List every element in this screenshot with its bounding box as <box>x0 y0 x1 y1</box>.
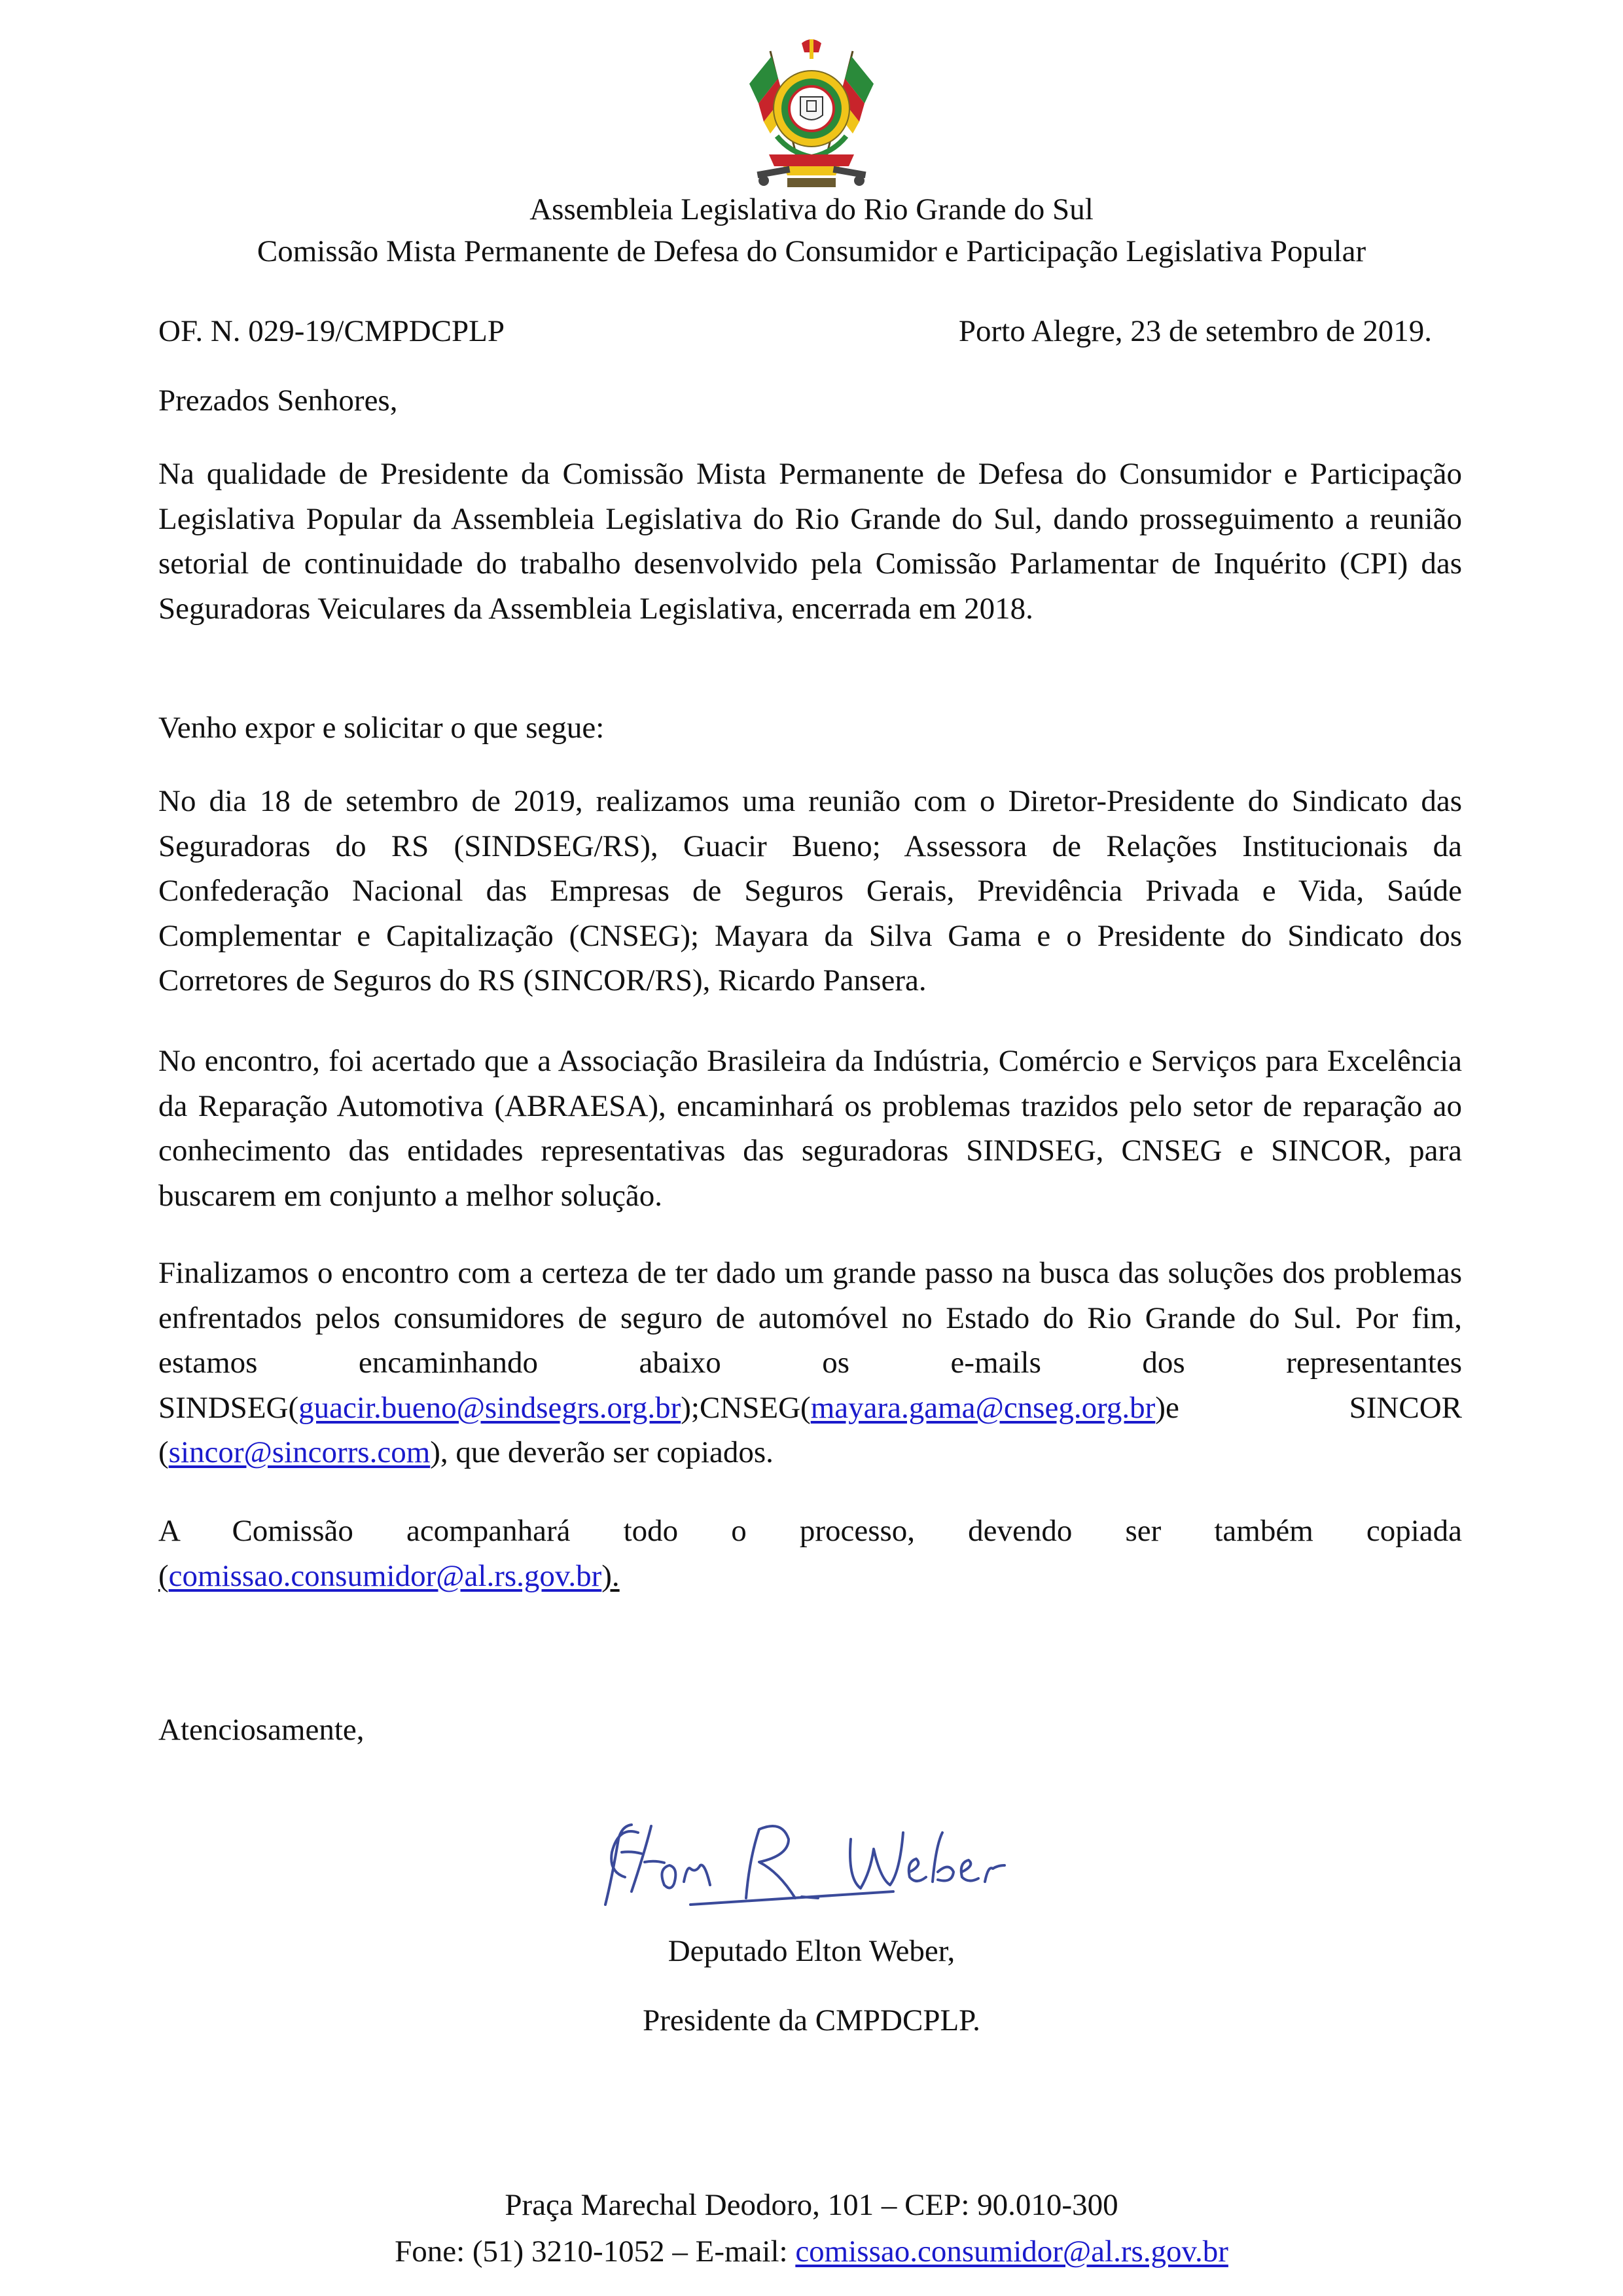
paragraph-conclusion <box>158 1251 1462 1475</box>
paragraph-meeting: No dia 18 de setembro de 2019, realizamos uma reunião com o Diretor-Presidente do Sindicato das Seguradoras do RS (SINDSEG/RS), Guacir Bueno; Assessora de Relações Institucionais da Confederação Nacional das Empresas de Seguros Gerais, Previdência Privada e Vida, Saúde Complementar e Capitalização (CNSEG); Mayara da Silva Gama e o Presidente do Sindicato dos Corretores de Seguros do RS (SINCOR/RS), Ricardo Pansera. <box>158 784 1462 997</box>
paragraph-request: Venho expor e solicitar o que segue: <box>158 711 605 745</box>
footer-contact <box>0 2233 1623 2270</box>
header-assembly-name: Assembleia Legislativa do Rio Grande do Sul <box>529 192 1094 226</box>
paragraph-copy-text: A Comissão acompanhará todo o processo, devendo ser também copiada <box>158 1514 1462 1548</box>
paragraph-conclusion-text-2: );CNSEG( <box>681 1390 811 1425</box>
paragraph-intro: Na qualidade de Presidente da Comissão Mista Permanente de Defesa do Consumidor e Participação Legislativa Popular da Assembleia Legislativa do Rio Grande do Sul, dando prosseguimento a reunião setorial de continuidade do trabalho desenvolvido pela Comissão Parlamentar de Inquérito (CPI) das Seguradoras Veiculares da Assembleia Legislativa, encerrada em 2018. <box>158 457 1462 626</box>
email-link-sindseg[interactable]: guacir.bueno@sindsegrs.org.br <box>298 1390 681 1425</box>
paragraph-agreement: No encontro, foi acertado que a Associação Brasileira da Indústria, Comércio e Serviços para Excelência da Reparação Automotiva (ABRAESA), encaminhará os problemas trazidos pelo setor de reparação ao conhecimento das entidades representativas das seguradoras SINDSEG, CNSEG e SINCOR, para buscarem em conjunto a melhor solução. <box>158 1044 1462 1213</box>
signatory-name: Deputado Elton Weber, <box>668 1934 955 1968</box>
document-date: Porto Alegre, 23 de setembro de 2019. <box>958 314 1432 348</box>
email-link-cnseg[interactable]: mayara.gama@cnseg.org.br <box>810 1390 1156 1425</box>
signatory-role: Presidente da CMPDCPLP. <box>643 2003 980 2037</box>
paragraph-conclusion-text-3: )e SINCOR ( <box>158 1390 1462 1469</box>
email-link-sincor[interactable]: sincor@sincorrs.com <box>168 1435 431 1469</box>
paragraph-copy-request <box>158 1509 1462 1598</box>
paragraph-copy-close-paren: ). <box>601 1558 620 1593</box>
closing-greeting: Atenciosamente, <box>158 1713 365 1747</box>
footer-email-link[interactable]: comissao.consumidor@al.rs.gov.br <box>795 2234 1228 2269</box>
footer-phone: Fone: (51) 3210-1052 – E-mail: <box>395 2234 796 2269</box>
header-commission-name: Comissão Mista Permanente de Defesa do Consumidor e Participação Legislativa Popular <box>257 234 1366 268</box>
salutation: Prezados Senhores, <box>158 384 398 418</box>
paragraph-conclusion-text-4: ), que deverão ser copiados. <box>430 1435 774 1469</box>
paragraph-copy-open-paren: ( <box>158 1558 169 1593</box>
email-link-commission[interactable]: comissao.consumidor@al.rs.gov.br <box>168 1558 602 1593</box>
paragraph-conclusion-text-1: Finalizamos o encontro com a certeza de ter dado um grande passo na busca das soluções dos problemas enfrentados pelos consumidores de seguro de automóvel no Estado do Rio Grande do Sul. Por fim, estamos encaminhando abaixo os e-mails dos representantes SINDSEG( <box>158 1256 1462 1425</box>
footer-address: Praça Marechal Deodoro, 101 – CEP: 90.010-300 <box>505 2188 1118 2222</box>
handwritten-signature <box>592 1800 1018 1931</box>
document-number: OF. N. 029-19/CMPDCPLP <box>158 314 505 348</box>
coat-of-arms-icon <box>744 38 879 190</box>
